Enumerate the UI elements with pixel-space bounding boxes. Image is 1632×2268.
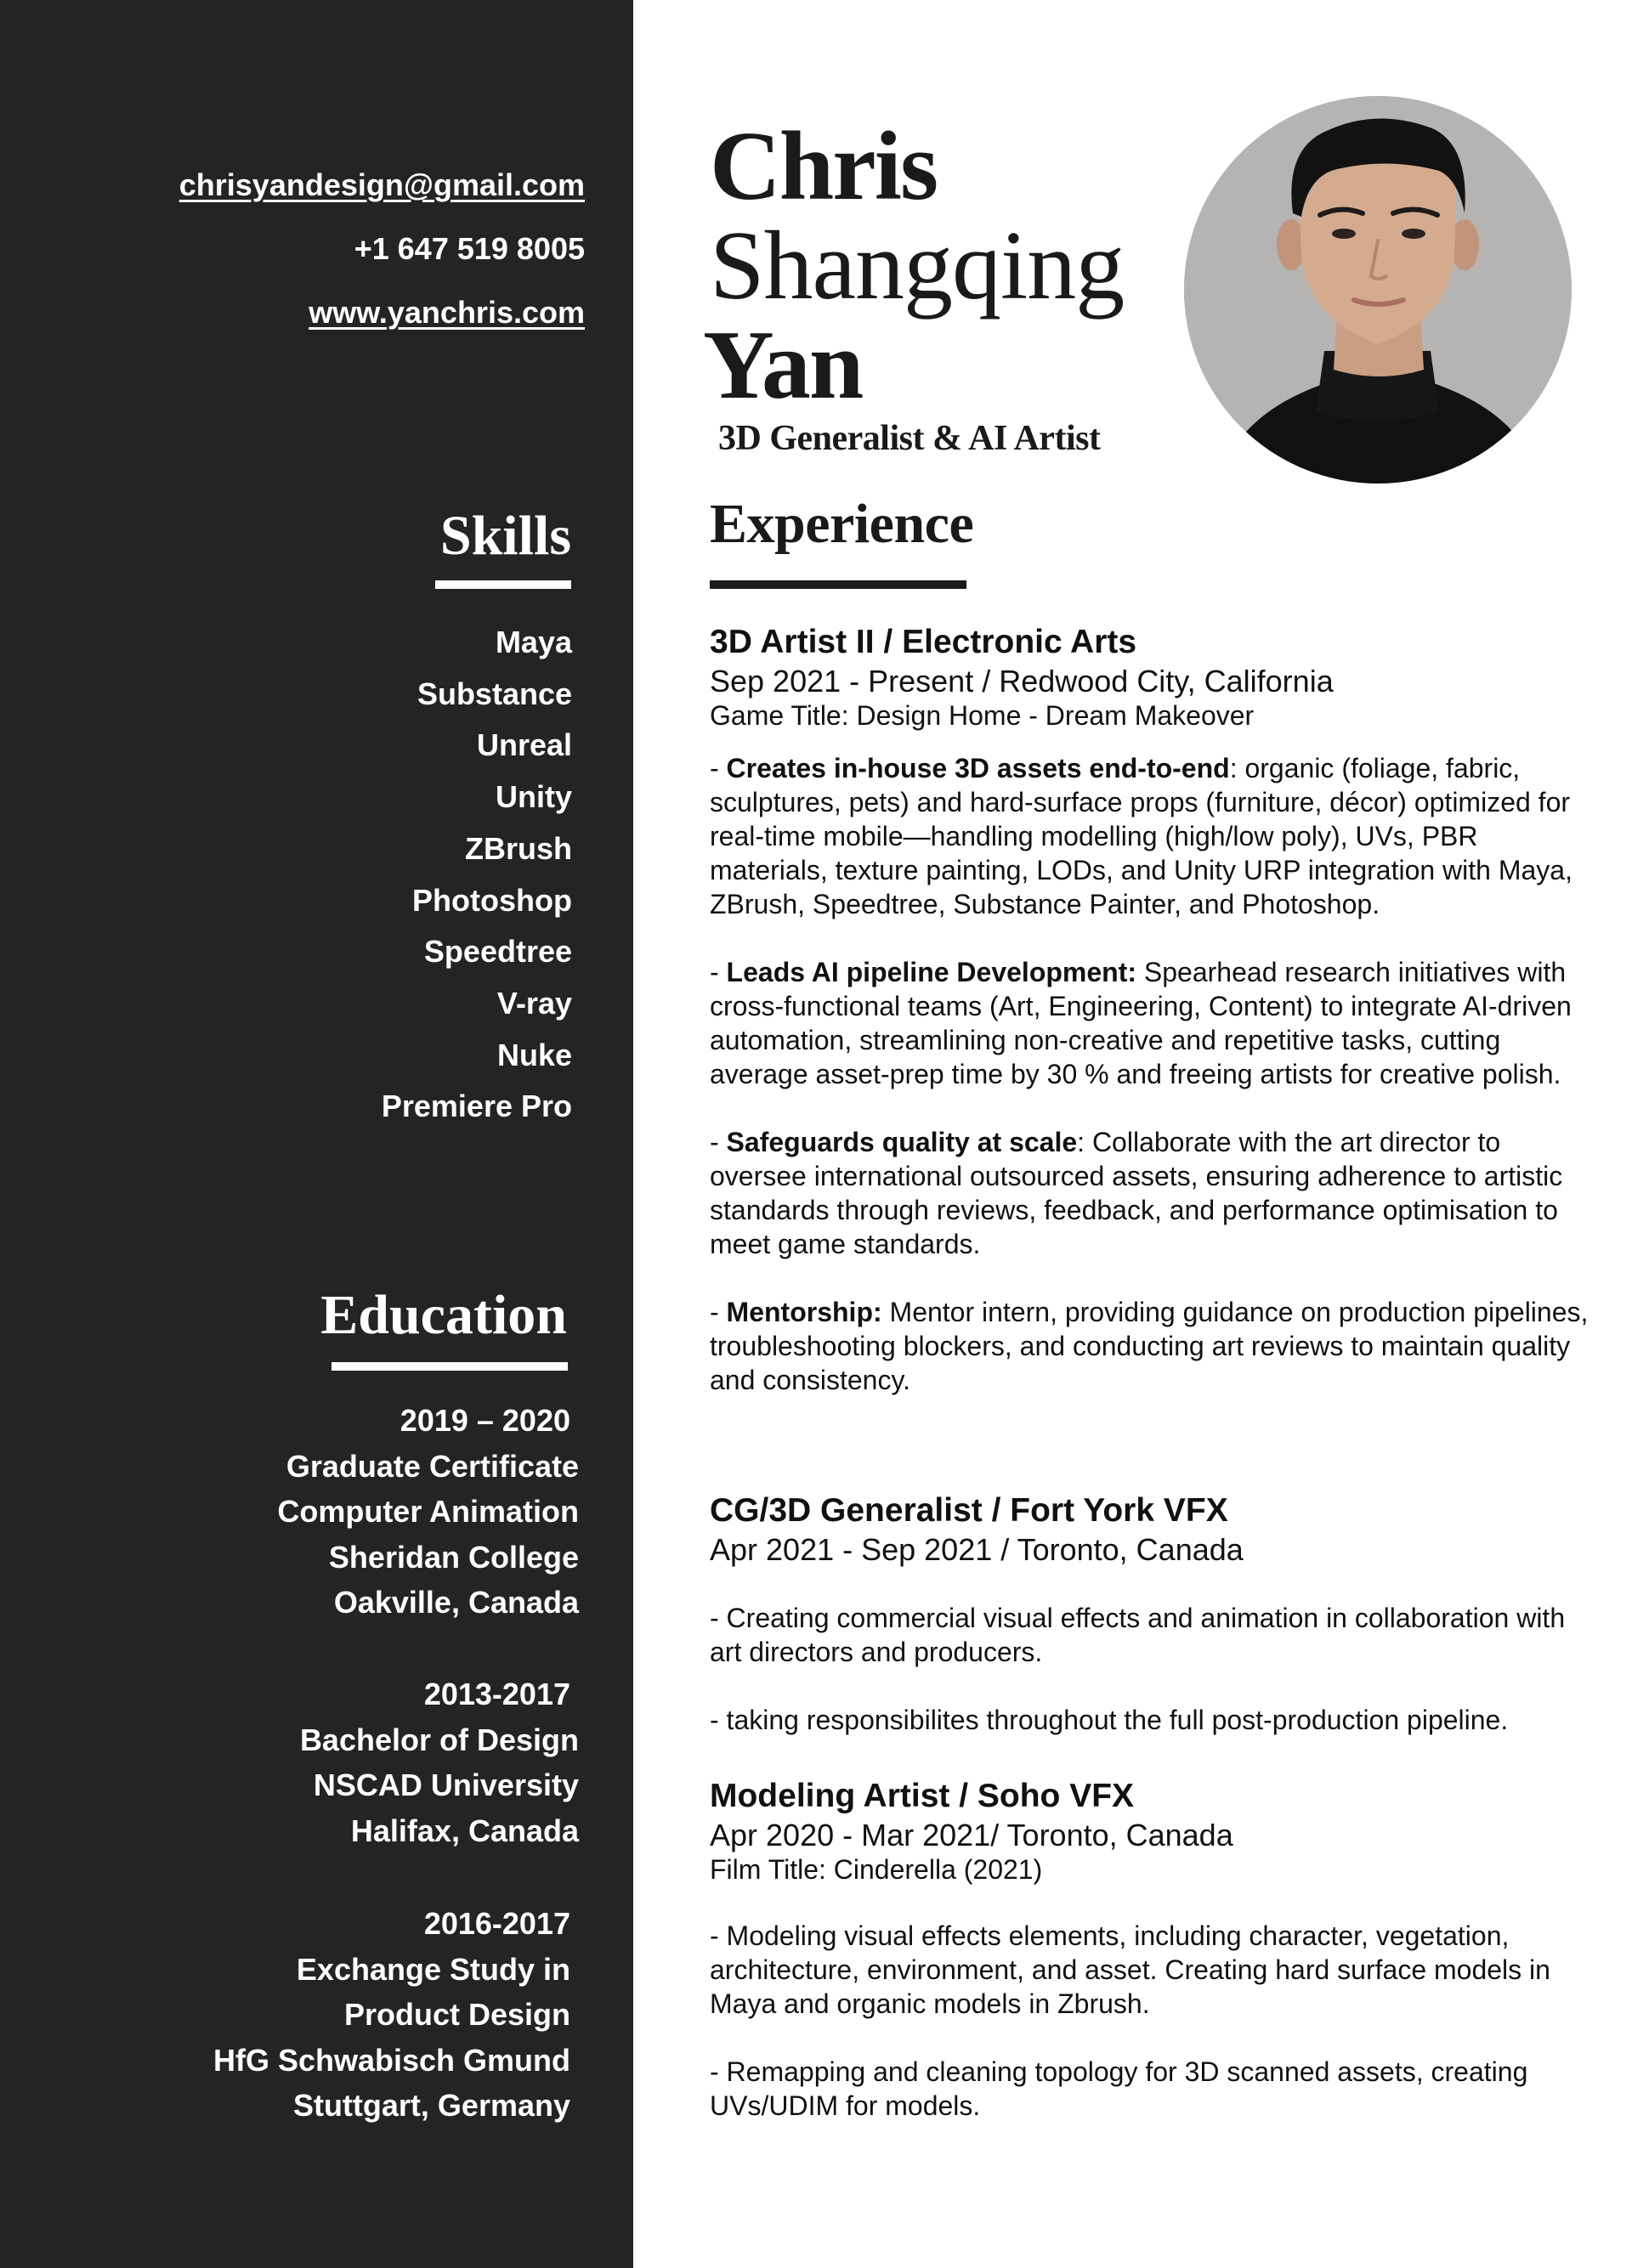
job-entry [710, 1490, 1594, 1737]
job-bullet: - Modeling visual effects elements, including character, vegetation, architecture, environment, and asset. Creating hard surface models in Maya and organic models in Zbrush. [710, 1920, 1550, 2019]
education-line: Product Design [343, 1997, 570, 2033]
skill-item: Unity [496, 779, 572, 815]
education-line: Oakville, Canada [333, 1585, 579, 1620]
education-line: Halifax, Canada [350, 1813, 579, 1848]
education-line: NSCAD University [313, 1767, 579, 1803]
education-line: Graduate Certificate [286, 1448, 579, 1484]
job-title: 3D Artist II / Electronic Arts [710, 624, 1137, 660]
skill-item: Substance [416, 676, 572, 711]
first-name: Chris [710, 112, 938, 221]
bullet-text: Remapping and cleaning topology for 3D scanned assets, creating UVs/UDIM for models. [710, 2056, 1528, 2121]
sidebar [0, 0, 633, 2268]
skills-list [382, 617, 572, 1133]
skills-rule [435, 580, 571, 589]
education-line: Sheridan College [328, 1539, 579, 1575]
job-bullet: - Creates in-house 3D assets end-to-end: organic (foliage, fabric, sculptures, pets) and hard-surface props (furniture, décor) optimized for real-time mobile—handling modelling (high/low poly), UVs, PBR materials, texture painting, LODs, and Unity URP integration with Maya, ZBrush, Speedtree, Substance Painter, and Photoshop. [710, 752, 1572, 919]
education-years: 2019 – 2020 [400, 1403, 570, 1438]
job-title: Modeling Artist / Soho VFX [710, 1778, 1135, 1814]
website-link[interactable]: www.yanchris.com [309, 295, 585, 330]
bullet-text: taking responsibilites throughout the full post-production pipeline. [726, 1705, 1509, 1736]
education-years: 2013-2017 [423, 1677, 570, 1711]
skill-item: Photoshop [412, 882, 572, 918]
education-heading: Education [320, 1284, 567, 1346]
job-dates-location: Sep 2021 - Present / Redwood City, California [710, 663, 1334, 698]
education-entry [300, 1671, 579, 1853]
skill-item: Speedtree [423, 934, 572, 970]
job-dates-location: Apr 2020 - Mar 2021/ Toronto, Canada [710, 1817, 1233, 1852]
name-block [703, 112, 1125, 459]
skill-item: Maya [495, 625, 572, 659]
bullet-lead: Mentorship: [726, 1296, 882, 1327]
experience-rule [710, 580, 966, 589]
contact-block [178, 167, 585, 361]
email-link[interactable]: chrisyandesign@gmail.com [178, 167, 585, 202]
portrait-illustration [1184, 96, 1572, 484]
bullet-text: Creating commercial visual effects and animation in collaboration with art directors and producers. [710, 1603, 1566, 1668]
education-line: Stuttgart, Germany [292, 2088, 570, 2124]
job-dates-location: Apr 2021 - Sep 2021 / Toronto, Canada [710, 1531, 1244, 1567]
job-bullet: - taking responsibilites throughout the full post-production pipeline. [710, 1705, 1509, 1736]
job-bullet: - Leads AI pipeline Development: Spearhead research initiatives with cross-functional teams (Art, Engineering, Content) to integrate AI-driven automation, streamlining non-creative and repetitive tasks, cutting average asset-prep time by 30 % and freeing artists for creative polish. [710, 956, 1572, 1089]
skill-item: Nuke [496, 1037, 572, 1072]
job-title-headline: 3D Generalist & AI Artist [718, 419, 1101, 458]
bullet-text: : organic (foliage, fabric, sculptures, pets) and hard-surface props (furniture, décor) optimized for real-time mobile—handling modelling (high/low poly), UVs, PBR materials, texture painting, LODs, and Unity URP integration with Maya, ZBrush, Speedtree, Substance Painter, and Photoshop. [710, 752, 1572, 919]
skill-item: Premiere Pro [381, 1089, 572, 1124]
job-bullet: - Remapping and cleaning topology for 3D scanned assets, creating UVs/UDIM for models. [710, 2056, 1528, 2121]
bullet-lead: Creates in-house 3D assets end-to-end [726, 752, 1230, 783]
phone-number: +1 647 519 8005 [354, 231, 585, 266]
bullet-lead: Leads AI pipeline Development: [726, 956, 1137, 987]
education-rule [332, 1362, 568, 1371]
bullet-text: : Collaborate with the art director to oversee international outsourced assets, ensuring adherence to artistic standards through reviews, feedback, and performance optimisation to meet game standards. [710, 1126, 1563, 1259]
main-content [633, 0, 1632, 2268]
education-line: Bachelor of Design [299, 1722, 579, 1757]
job-bullet: - Creating commercial visual effects and animation in collaboration with art directors and producers. [710, 1603, 1566, 1668]
bullet-lead: Safeguards quality at scale [726, 1126, 1078, 1157]
experience-heading: Experience [710, 493, 974, 555]
last-name: Yan [703, 311, 863, 420]
job-project: Game Title: Design Home - Dream Makeover [710, 700, 1255, 732]
job-entry [710, 622, 1594, 1397]
bullet-text: Mentor intern, providing guidance on production pipelines, troubleshooting blockers, and conducting art reviews to maintain quality and consistency. [710, 1296, 1589, 1395]
job-bullet: - Mentorship: Mentor intern, providing guidance on production pipelines, troubleshooting blockers, and conducting art reviews to maintain quality and consistency. [710, 1296, 1589, 1395]
job-project: Film Title: Cinderella (2021) [710, 1854, 1043, 1886]
education-line: Exchange Study in [296, 1951, 570, 1987]
education-entry [213, 1901, 570, 2129]
skill-item: Unreal [476, 727, 572, 763]
bullet-text: Spearhead research initiatives with cross-functional teams (Art, Engineering, Content) to integrate AI-driven automation, streamlining non-creative and repetitive tasks, cutting average asset-prep time by 30 % and freeing artists for creative polish. [710, 956, 1572, 1089]
skills-heading: Skills [439, 505, 571, 567]
bullet-text: Modeling visual effects elements, including character, vegetation, architecture, environment, and asset. Creating hard surface models in Maya and organic models in Zbrush. [710, 1920, 1550, 2019]
profile-photo [1184, 96, 1572, 484]
job-entry [710, 1776, 1594, 2123]
job-title: CG/3D Generalist / Fort York VFX [710, 1492, 1228, 1529]
education-line: Computer Animation [277, 1494, 579, 1530]
skill-item: ZBrush [465, 830, 572, 866]
education-years: 2016-2017 [423, 1906, 570, 1941]
middle-name: Shangqing [710, 212, 1125, 320]
education-line: HfG Schwabisch Gmund [212, 2042, 570, 2078]
skill-item: V-ray [496, 985, 572, 1021]
job-bullet: - Safeguards quality at scale: Collaborate with the art director to oversee international outsourced assets, ensuring adherence to artistic standards through reviews, feedback, and performance optimisation to meet game standards. [710, 1126, 1563, 1259]
education-entry [277, 1398, 579, 1626]
